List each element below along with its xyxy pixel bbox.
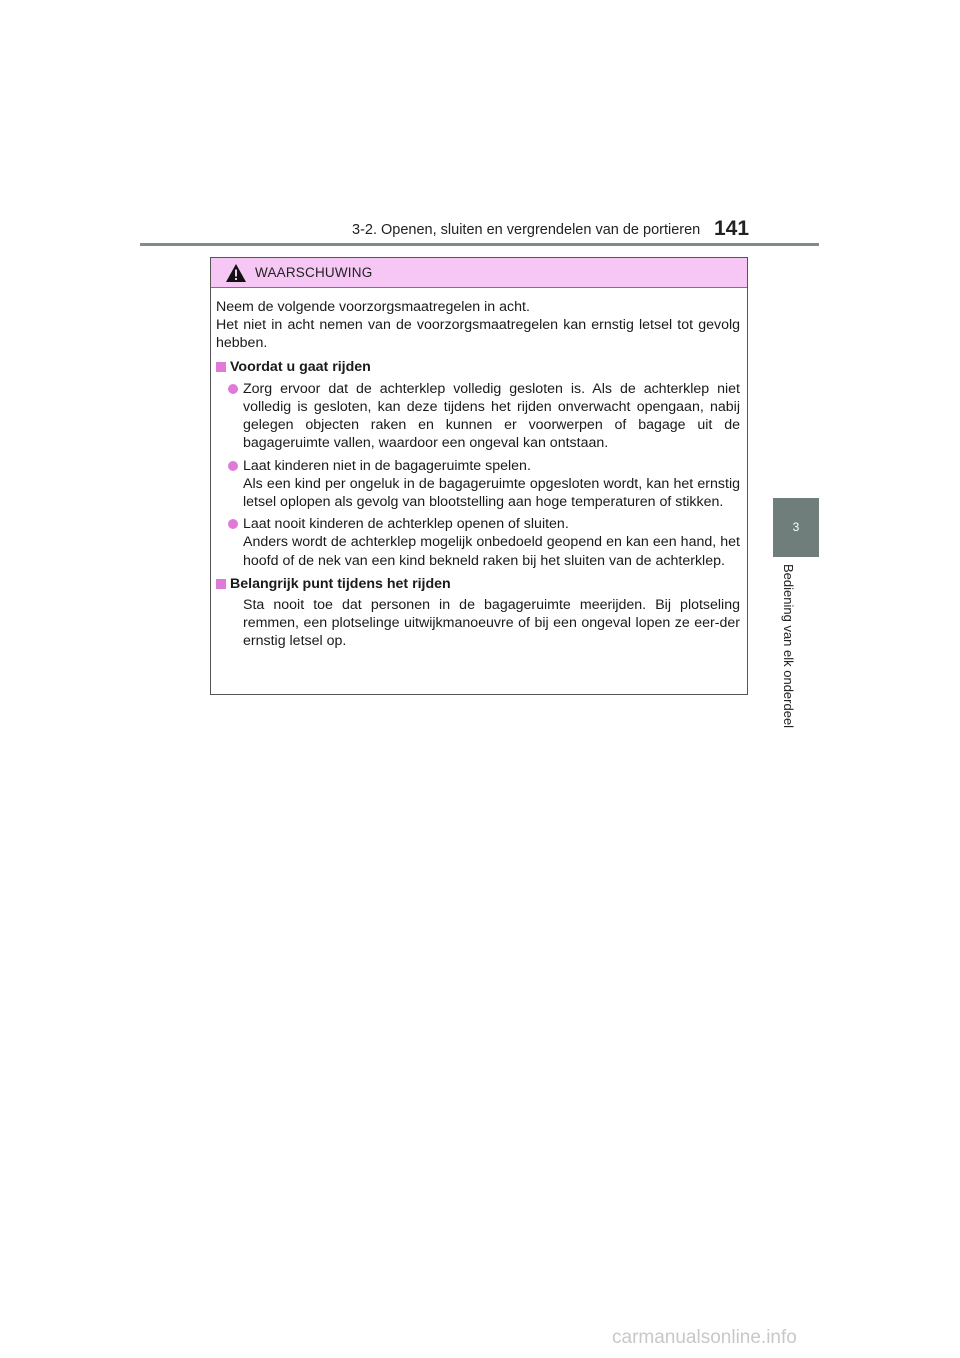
section-heading-text: Voordat u gaat rijden bbox=[230, 358, 371, 375]
warning-title: WAARSCHUWING bbox=[255, 265, 373, 280]
list-item-lead: Laat nooit kinderen de achterklep openen of sluiten. bbox=[243, 516, 569, 533]
round-bullet-icon bbox=[228, 384, 238, 394]
list-item-lead: Zorg ervoor dat de achterklep volledig gesloten is. Als de achterklep niet volledig is gesloten, kan deze tijdens het rijden onverwacht opengaan, nabij gelegen objecten raken en kunnen er voorwerpen of bagage uit de bagageruimte vallen, waardoor een ongeval kan ontstaan. bbox=[243, 380, 740, 452]
section-heading bbox=[216, 575, 740, 593]
intro-line-2: Het niet in acht nemen van de voorzorgsmaatregelen kan ernstig letsel tot gevolg hebben. bbox=[216, 317, 740, 352]
page-section-title: 3-2. Openen, sluiten en vergrendelen van de portieren bbox=[352, 222, 701, 238]
list-item-detail: Als een kind per ongeluk in de bagageruimte opgesloten wordt, kan het ernstig letsel oplopen als gevolg van blootstelling aan hoge temperaturen of stikken. bbox=[243, 475, 740, 511]
round-bullet-icon bbox=[228, 519, 238, 529]
list-item bbox=[216, 380, 740, 453]
watermark: carmanualsonline.info bbox=[612, 1327, 797, 1348]
square-bullet-icon bbox=[216, 579, 226, 589]
warning-header bbox=[211, 258, 747, 288]
warning-intro bbox=[216, 298, 740, 353]
section-while-driving bbox=[216, 575, 740, 651]
chapter-number: 3 bbox=[792, 520, 800, 534]
chapter-label: Bediening van elk onderdeel bbox=[781, 564, 796, 729]
round-bullet-icon bbox=[228, 461, 238, 471]
warning-triangle-icon bbox=[225, 263, 247, 283]
warning-box bbox=[210, 257, 748, 695]
list-item bbox=[216, 515, 740, 570]
page-number: 141 bbox=[714, 217, 750, 240]
list-item-detail: Anders wordt de achterklep mogelijk onbedoeld geopend en kan een hand, het hoofd of de nek van een kind bekneld raken bij het sluiten van de achterklep. bbox=[243, 534, 740, 569]
square-bullet-icon bbox=[216, 362, 226, 372]
warning-body bbox=[211, 288, 747, 651]
section-before-driving bbox=[216, 358, 740, 570]
section-heading-text: Belangrijk punt tijdens het rijden bbox=[230, 575, 451, 592]
list-item bbox=[216, 457, 740, 512]
section-heading bbox=[216, 358, 740, 376]
intro-line-1: Neem de volgende voorzorgsmaatregelen in acht. bbox=[216, 299, 530, 315]
header-rule bbox=[140, 243, 819, 246]
section-paragraph: Sta nooit toe dat personen in de bagageruimte meerijden. Bij plotseling remmen, een plotselinge uitwijkmanoeuvre of bij een ongeval lopen ze eer-der ernstig letsel op. bbox=[243, 597, 740, 650]
chapter-tab bbox=[773, 498, 819, 557]
list-item-lead: Laat kinderen niet in de bagageruimte spelen. bbox=[243, 457, 531, 474]
